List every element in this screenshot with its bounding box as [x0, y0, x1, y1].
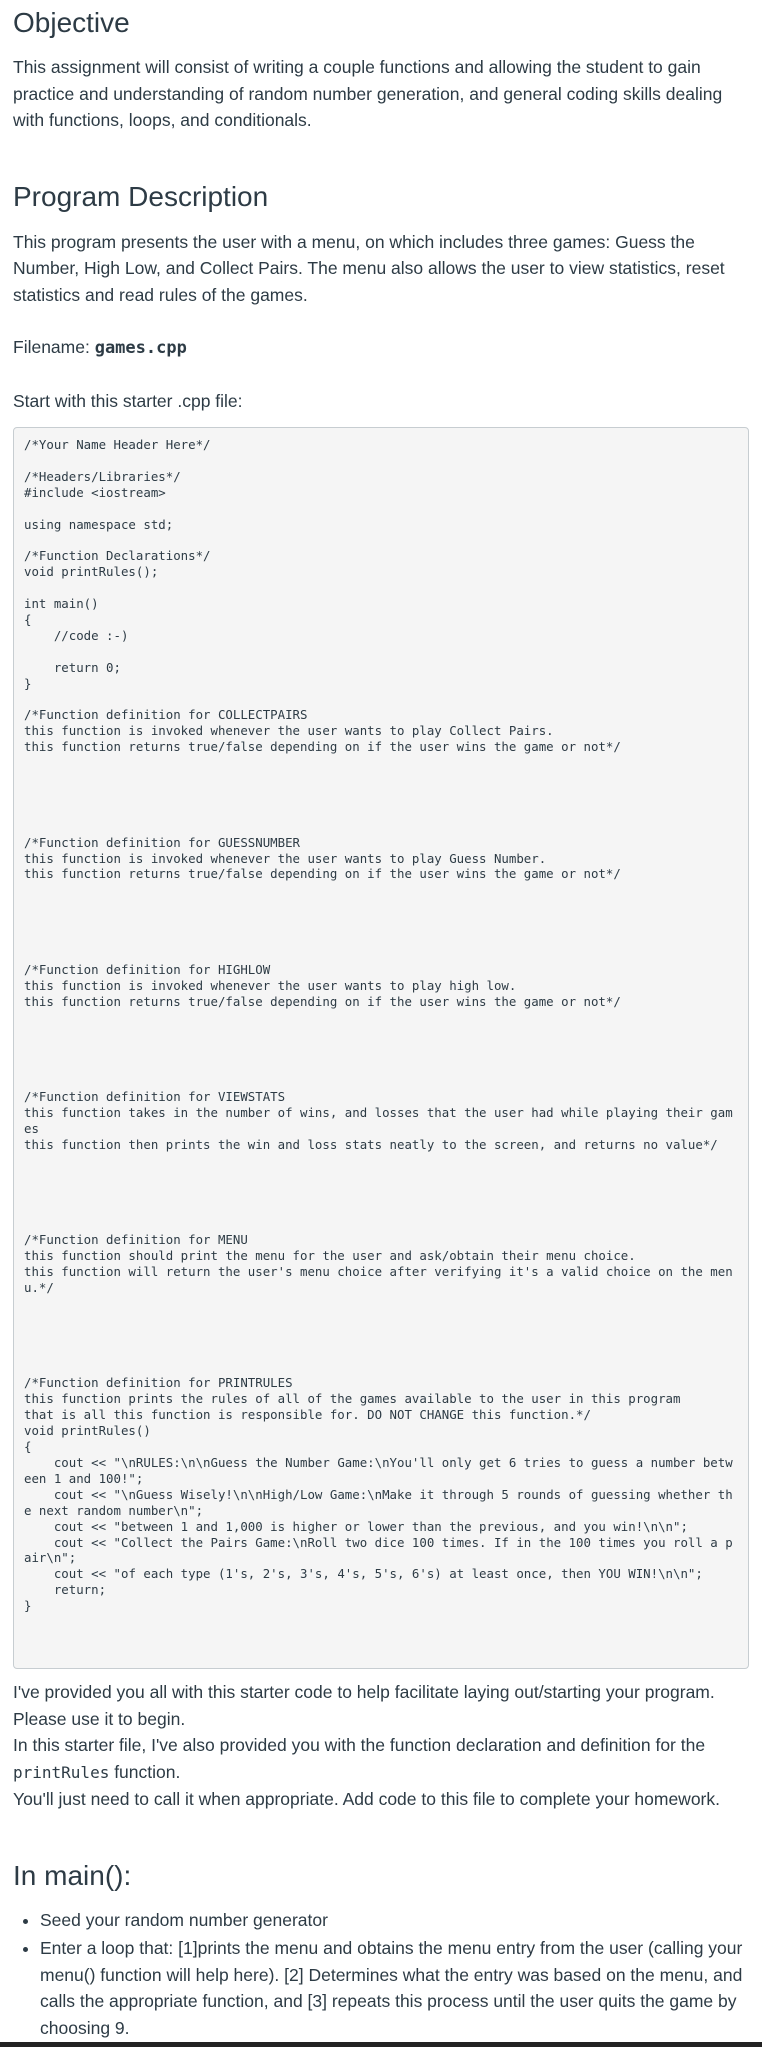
objective-heading: Objective [13, 7, 130, 38]
program-description-heading: Program Description [13, 180, 269, 212]
starter-label: Start with this starter .cpp file: [13, 390, 243, 411]
in-main-heading: In main(): [13, 1859, 132, 1891]
after-code-line-3: You'll just need to call it when appropriate. Add code to this file to complete your homework. [13, 1789, 720, 1809]
filename-label: Filename: [13, 337, 95, 357]
after-code-line-2-prefix: In this starter file, I've also provided you with the function declaration and definition for the [13, 1735, 706, 1755]
bottom-scrollbar[interactable] [0, 2042, 762, 2047]
program-description-text: This program presents the user with a menu, on which includes three games: Guess the Number, High Low, and Collect Pairs. The menu also allows the user to view statistics, reset statistics and read rules of the games. [13, 231, 725, 305]
after-code-line-1: I've provided you all with this starter code to help facilitate laying out/starting your program. Please use it to begin. [13, 1682, 715, 1729]
after-code-line-2 [13, 1732, 749, 1786]
objective-text: This assignment will consist of writing a couple functions and allowing the student to gain practice and understanding of random number generation, and general coding skills dealing with functions, loops, and conditionals. [13, 57, 723, 130]
print-rules-code: printRules [13, 1762, 110, 1782]
filename-line [13, 334, 749, 362]
after-code-line-2-suffix: function. [109, 1761, 181, 1782]
list-item: • Seed your random number generator [40, 1907, 749, 1934]
in-main-list [13, 1907, 749, 2042]
list-item: • Enter a loop that: [1]prints the menu and obtains the menu entry from the user (calling your menu() function will help here). [2] Determines what the entry was based on the menu, and calls the appropriate function, and [3] repeats this process until the user quits the game by choosing 9. [40, 1935, 749, 2041]
assignment-page [0, 6, 762, 2041]
filename-value: games.cpp [94, 338, 187, 358]
starter-code-block[interactable]: /*Your Name Header Here*/ /*Headers/Libraries*/ #include <iostream> using namespace std; /*Function Declarations*/ void printRules(); int main() { //code :-) return 0; } /*Function definition for COLLECTPAIRS this function is invoked whenever the user wants to play Collect Pairs. this function returns true/false depending on if the user wins the game or not*/ /*Function definition for GUESSNUMBER this function is invoked whenever the user wants to play Guess Number. this function returns true/false depending on if the user wins the game or not*/ /*Function definition for HIGHLOW this function is invoked whenever the user wants to play high low. this function returns true/false depending on if the user wins the game or not*/ /*Function definition for VIEWSTATS this function takes in the number of wins, and losses that the user had while playing their games this function then prints the win and loss stats neatly to the screen, and returns no value*/ /*Function definition for MENU this function should print the menu for the user and ask/obtain their menu choice. this function will return the user's menu choice after verifying it's a valid choice on the menu.*/ /*Function definition for PRINTRULES this function prints the rules of all of the games available to the user in this program that is all this function is responsible for. DO NOT CHANGE this function.*/ void printRules() { cout << "\nRULES:\n\nGuess the Number Game:\nYou'll only get 6 tries to guess a number between 1 and 100!"; cout << "\nGuess Wisely!\n\nHigh/Low Game:\nMake it through 5 rounds of guessing whether the next random number\n"; cout << "between 1 and 1,000 is higher or lower than the previous, and you win!\n\n"; cout << "Collect the Pairs Game:\nRoll two dice 100 times. If in the 100 times you roll a pair\n"; cout << "of each type (1's, 2's, 3's, 4's, 5's, 6's) at least once, then YOU WIN!\n\n"; return; } [13, 427, 749, 1669]
